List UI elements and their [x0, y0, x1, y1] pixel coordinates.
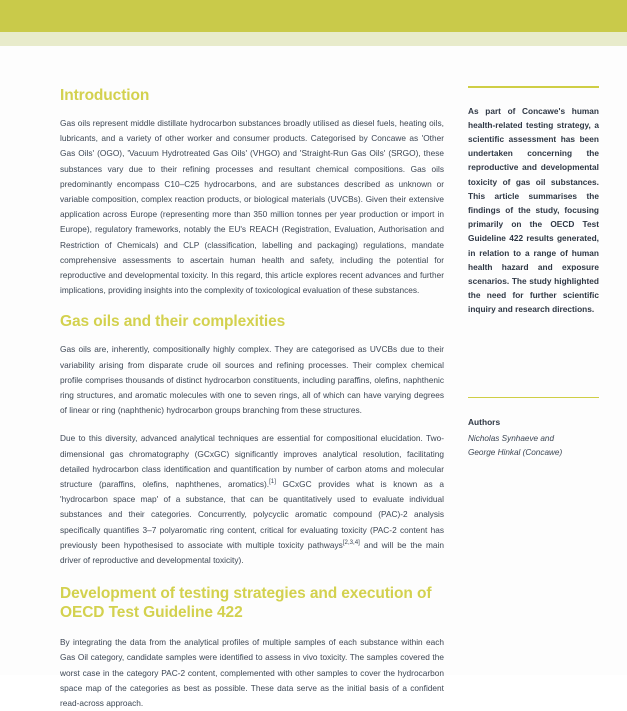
author-name-2: George Hinkal (Concawe) — [468, 447, 563, 457]
reference-marker-1[interactable]: [1] — [269, 478, 276, 486]
paragraph-testing-strategies: By integrating the data from the analytical profiles of multiple samples of each substance within each Gas Oil category, candidate samples were identified to assess in vivo toxicity. The samples covered the worst case in the category PAC-2 content, complemented with other samples to cover the hydrocarbon space map of the categories as best as possible. These data serve as the initial basis of a confident read-across approach. — [60, 637, 444, 709]
sidebar-column — [462, 86, 599, 459]
top-banner-dark-band — [0, 0, 627, 32]
sidebar-summary-text: As part of Concawe's human health-related testing strategy, a scientific assessment has been undertaken concerning the reproductive and developmental toxicity of gas oil substances. This article summarises the findings of the study, focusing primarily on the OECD Test Guideline 422 results generated, in relation to a range of human health hazard and exposure scenarios. The study highlighted the need for further scientific inquiry and research directions. — [468, 105, 599, 315]
reference-marker-2[interactable]: [2,3,4] — [342, 539, 360, 547]
page-columns — [0, 46, 627, 711]
authors-block — [468, 416, 599, 459]
paragraph-part-b: GCxGC provides what is known as a 'hydrocarbon space map' of a substance, that can be quantitatively used to evaluate individual substances and their categories. Concurrently, polycyclic aromatic compound (PAC)-2 analysis specifically quantifies 3–7 polyaromatic ring content, critical for evaluating toxicity (PAC-2 content has previously been hypothesised to associate with multiple toxicity pathways — [60, 479, 444, 550]
paragraph-part-c: and will be the main driver of reproductive and developmental toxicity). — [60, 539, 444, 566]
section-heading-testing-strategies: Development of testing strategies and execution of OECD Test Guideline 422 — [60, 585, 432, 622]
section-introduction — [60, 86, 444, 298]
main-column — [60, 86, 462, 711]
author-name-1: Nicholas Synhaeve and — [468, 434, 555, 444]
section-heading-gas-oils-complexities: Gas oils and their complexities — [60, 313, 286, 331]
sidebar-spacer — [468, 317, 599, 397]
section-testing-strategies — [60, 584, 444, 711]
section-gas-oils-complexities — [60, 312, 444, 568]
sidebar-divider-top — [468, 86, 599, 88]
paragraph-part-a: Due to this diversity, advanced analytical techniques are essential for compositional elucidation. Two-dimensional gas chromatography (GCxGC) significantly improves analytical resolution, facilitating detailed hydrocarbon class identification and quantification by number of carbon atoms and molecular structure (paraffins, olefins, naphthenes, aromatics). — [60, 433, 444, 490]
paragraph-introduction: Gas oils represent middle distillate hydrocarbon substances broadly utilised as diesel fuels, heating oils, lubricants, and a variety of other worker and consumer products. Categorised by Concawe as 'Other Gas Oils' (OGO), 'Vacuum Hydrotreated Gas Oils' (VHGO) and 'Straight-Run Gas Oils' (SRGO), these substances vary due to their refining processes and resultant chemical compositions. Gas oils predominantly encompass C10–C25 hydrocarbons, and are substances described as unknown or variable composition, complex reaction products, or biological materials (UVCBs). Given their extensive application across Europe (representing more than 350 million tonnes per year production or import in Europe), regulatory frameworks, notably the EU's REACH (Registration, Evaluation, Authorisation and Restriction of Chemicals) and CLP (classification, labelling and packaging) regulations, mandate comprehensive assessments to ascertain human health and safety, including the potential for reproductive and developmental toxicity. In this regard, this article explores recent advances and further implications, providing insights into the complexity of toxicological evaluation of these substances. — [60, 118, 444, 296]
article-page — [0, 46, 627, 709]
paragraph-gas-oils-complexity: Gas oils are, inherently, compositionally highly complex. They are categorised as UVCBs due to their variability arising from disparate crude oil sources and refining processes. Their complex chemical profile comprises thousands of distinct hydrocarbon constituents, including paraffins, olefins, naphthenic ring structures, and aromatic molecules with one to seven rings, all of which can have varying degrees of linear or ring (naphthenic) hydrocarbon groups branching from these structures. — [60, 344, 444, 416]
section-heading-introduction: Introduction — [60, 87, 150, 104]
top-banner-light-band — [0, 32, 627, 46]
authors-heading: Authors — [468, 417, 501, 428]
sidebar-divider-authors — [468, 397, 599, 399]
paragraph-analytical-techniques — [60, 431, 444, 568]
